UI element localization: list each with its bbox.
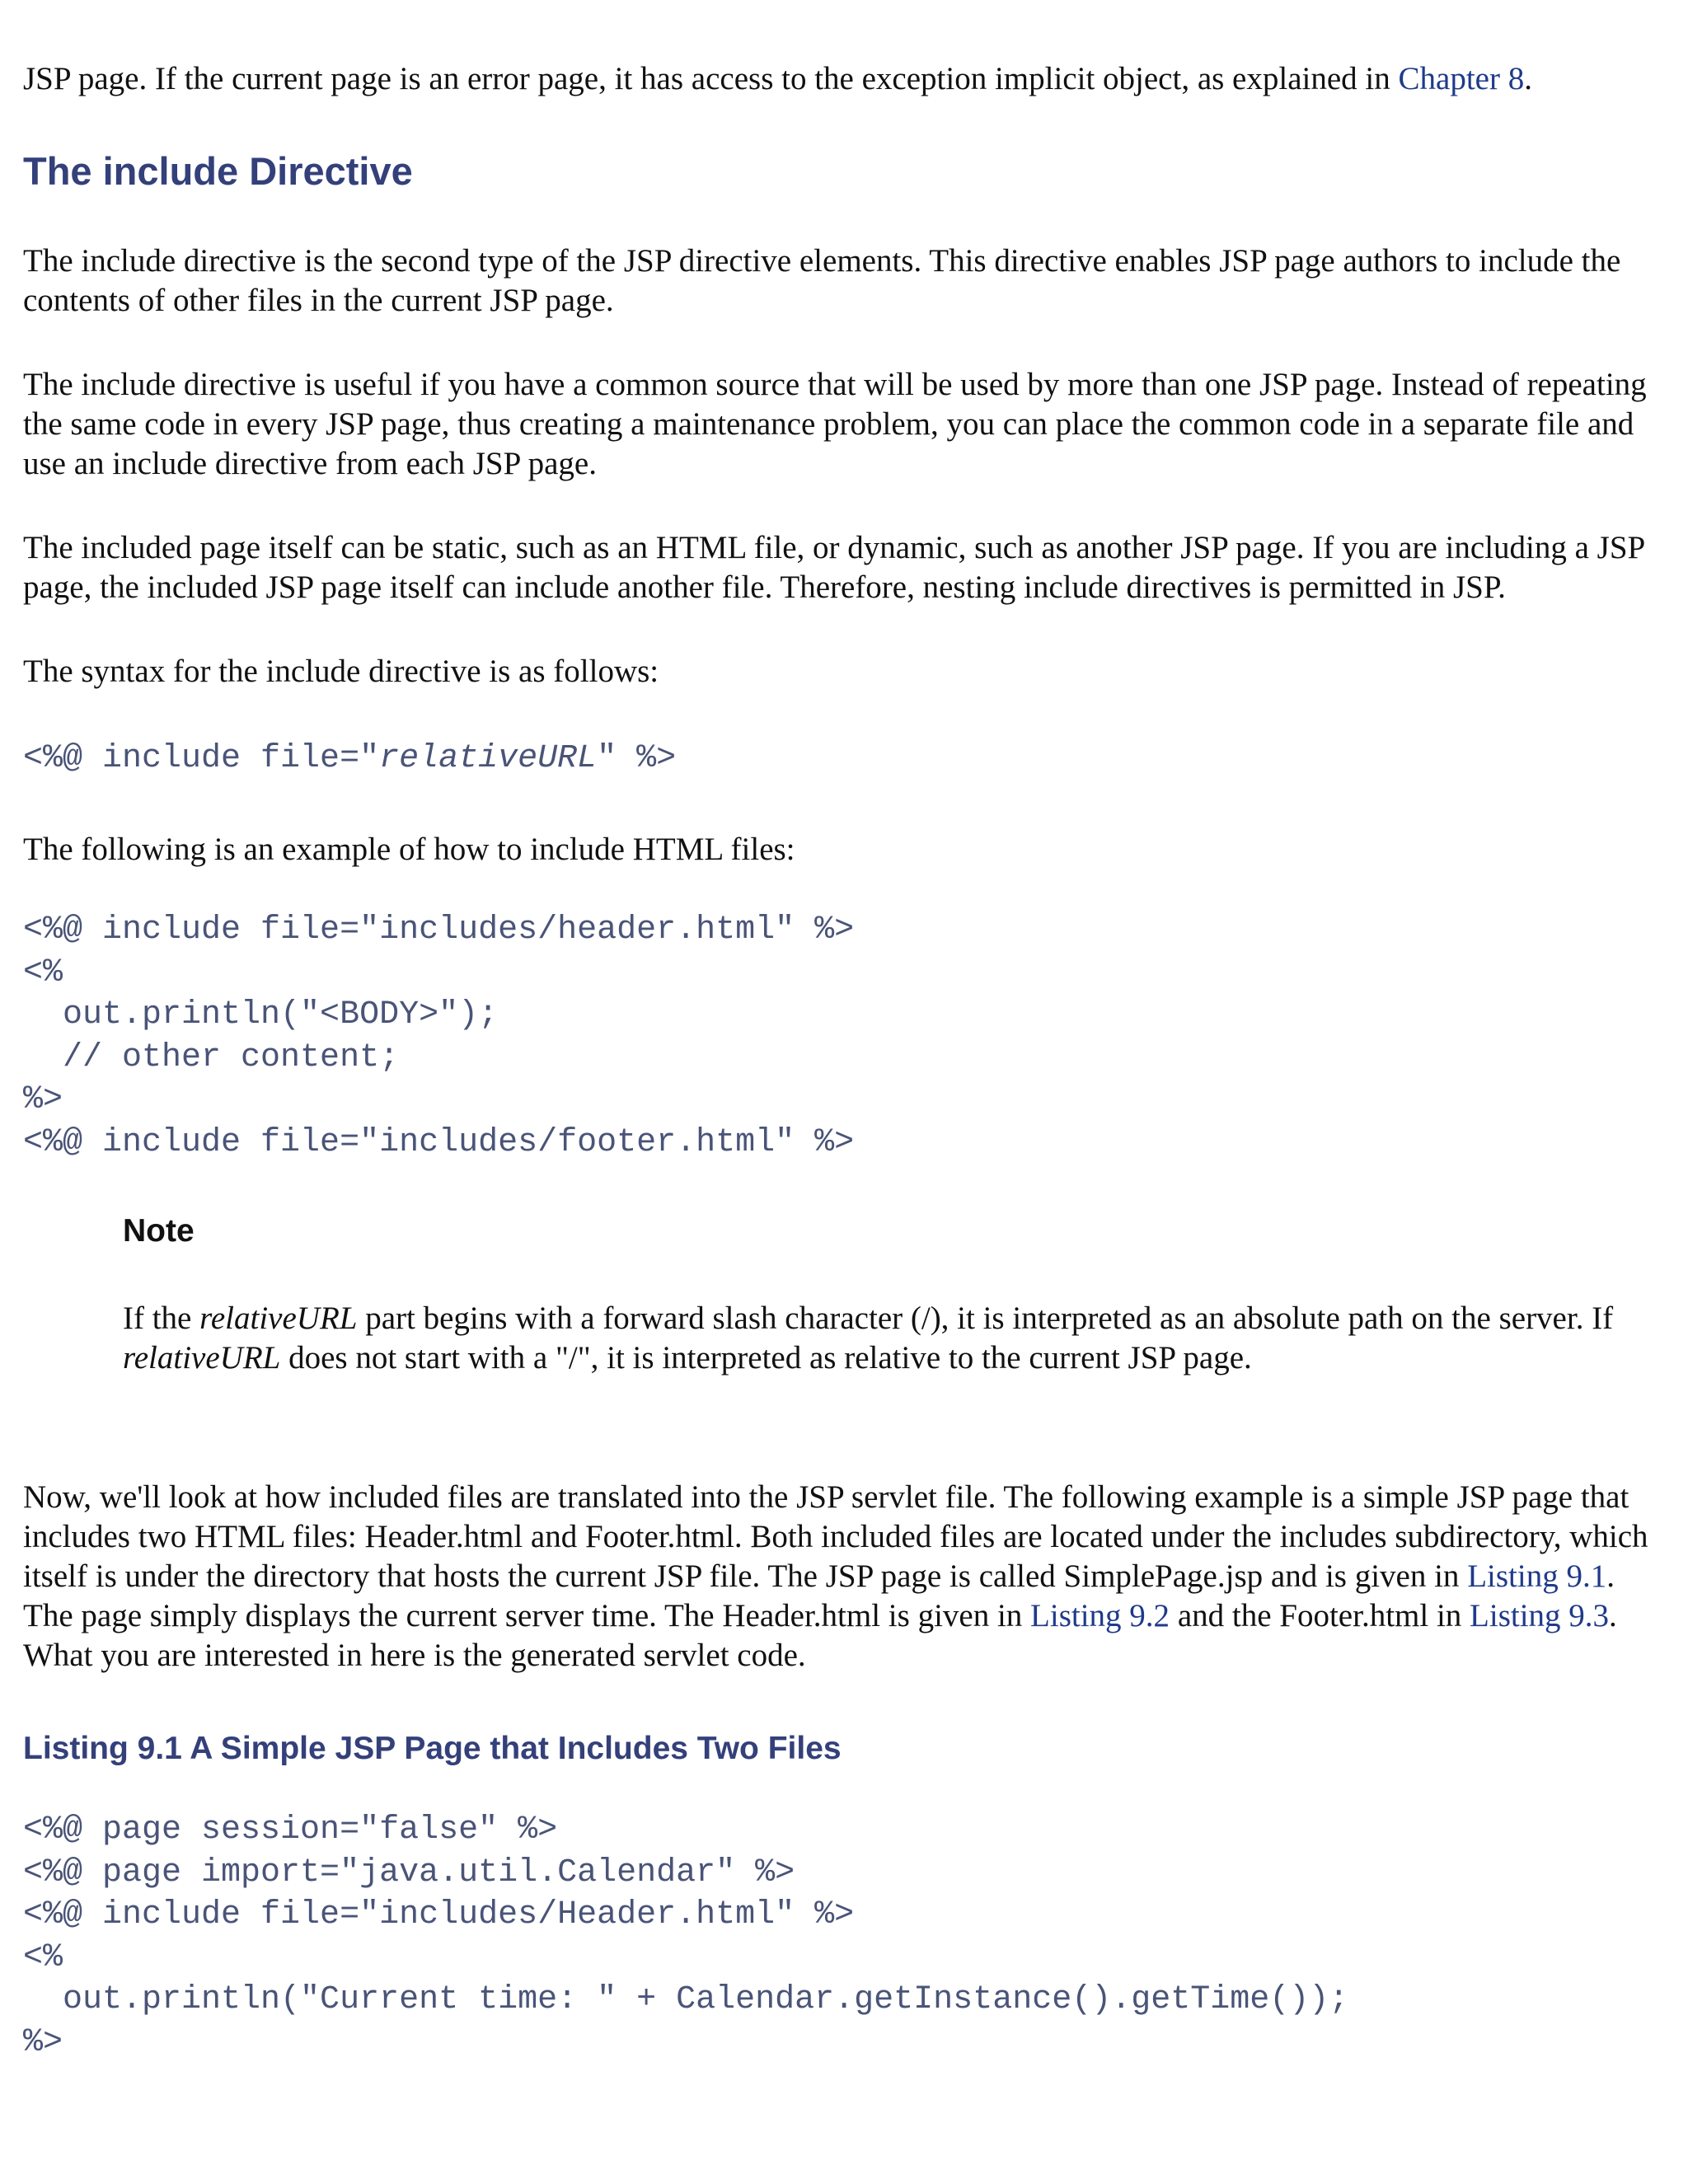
code-line: <%@ include file="includes/footer.html" %> [23,1123,855,1161]
p6-text-1: Now, we'll look at how included files are translated into the JSP servlet file. The following example is a simple JSP page that includes two HTML files: Header.html and Footer.html. Both included files are located under the includes subdirectory, which itself is under the directory that hosts the current JSP file. The JSP page is called SimplePage.jsp and is given in [23,1479,1648,1594]
note-title: Note [123,1213,195,1249]
listing-heading: Listing 9.1 A Simple JSP Page that Includes Two Files [23,1731,842,1766]
syntax-italic: relativeURL [379,740,598,777]
syntax-suffix: " %> [597,740,677,777]
code-line: out.println("Current time: " + Calendar.getInstance().getTime()); [23,1981,1349,2018]
note-text [123,1299,1656,1378]
code-line: <%@ include file="includes/header.html" %> [23,912,855,949]
intro-paragraph [23,59,1532,99]
code-line: <%@ page session="false" %> [23,1811,558,1849]
p6-text-2: . The page simply displays the current server time. The Header.html is given in [23,1558,1615,1633]
p6-text-3: and the Footer.html in [1170,1598,1470,1633]
paragraph-6 [23,1478,1663,1675]
note-italic-2: relativeURL [123,1340,281,1376]
intro-text: JSP page. If the current page is an error page, it has access to the exception implicit object, as explained in [23,61,1399,96]
syntax-code [23,738,676,780]
paragraph-2: The include directive is useful if you have a common source that will be used by more than one JSP page. Instead of repeating the same code in every JSP page, thus creating a maintenance problem, you can place the common code in a separate file and use an include directive from each JSP page. [23,367,1647,481]
code-line: out.println("<BODY>"); [23,996,499,1033]
code-line: <% [23,954,63,991]
paragraph-5: The following is an example of how to include HTML files: [23,832,795,867]
note-text-3: does not start with a "/", it is interpreted as relative to the current JSP page. [280,1340,1252,1376]
paragraph-3: The included page itself can be static, such as an HTML file, or dynamic, such as another JSP page. If you are including a JSP page, the included JSP page itself can include another file. Therefore, nesting include directives is permitted in JSP. [23,530,1644,605]
code-line: <% [23,1938,63,1976]
note-text-1: If the [123,1301,200,1336]
code-line: <%@ include file="includes/Header.html" %> [23,1896,855,1933]
code-line: %> [23,1081,63,1118]
chapter-8-link[interactable]: Chapter 8 [1398,61,1525,96]
note-italic-1: relativeURL [199,1301,358,1336]
code-block-2 [23,1809,1348,2064]
note-text-2: part begins with a forward slash character (/), it is interpreted as an absolute path on the server. If [357,1301,1614,1336]
section-heading: The include Directive [23,149,413,193]
p6-text-4: . What you are interested in here is the generated servlet code. [23,1598,1617,1673]
note-box [123,1213,1656,1249]
listing-9-1-link[interactable]: Listing 9.1 [1467,1558,1607,1594]
intro-end: . [1524,61,1532,96]
syntax-prefix: <%@ include file=" [23,740,380,777]
code-line: %> [23,2023,63,2061]
code-block-1 [23,909,854,1164]
paragraph-1: The include directive is the second type of the JSP directive elements. This directive enables JSP page authors to include the contents of other files in the current JSP page. [23,243,1621,318]
listing-9-3-link[interactable]: Listing 9.3 [1470,1598,1610,1633]
listing-9-2-link[interactable]: Listing 9.2 [1030,1598,1170,1633]
paragraph-4: The syntax for the include directive is as follows: [23,654,659,689]
code-line: <%@ page import="java.util.Calendar" %> [23,1854,795,1891]
code-line: // other content; [23,1038,400,1076]
